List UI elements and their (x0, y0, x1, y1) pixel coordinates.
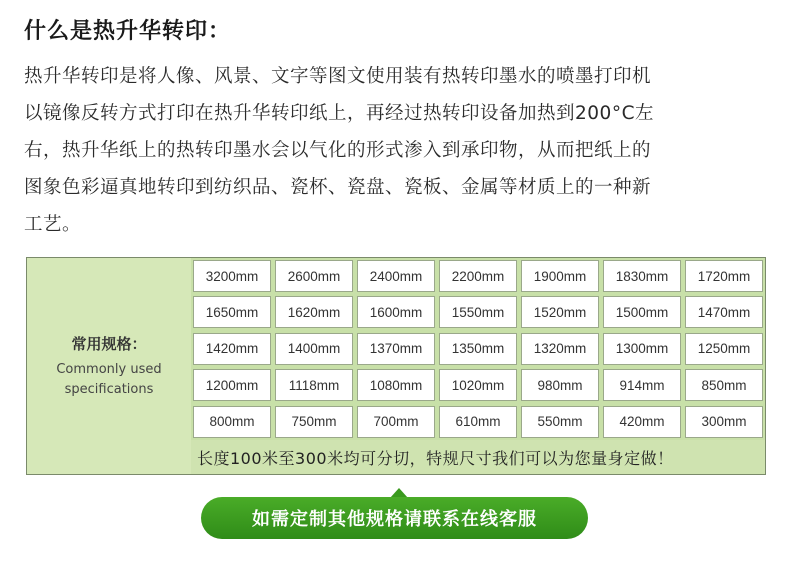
size-cell: 1080mm (357, 369, 435, 401)
size-cell: 1320mm (521, 333, 599, 365)
spec-table (26, 257, 766, 475)
size-cell: 1900mm (521, 260, 599, 292)
page-title: 什么是热升华转印： (24, 19, 232, 44)
size-cell: 1118mm (275, 369, 353, 401)
intro-line: 以镜像反转方式打印在热升华转印纸上，再经过热转印设备加热到200°C左 (24, 103, 654, 124)
size-cell: 1420mm (193, 333, 271, 365)
size-cell: 1470mm (685, 296, 763, 328)
size-cell: 1350mm (439, 333, 517, 365)
size-cell: 1550mm (439, 296, 517, 328)
size-cell: 2200mm (439, 260, 517, 292)
size-cell: 1020mm (439, 369, 517, 401)
size-cell: 700mm (357, 406, 435, 438)
table-row (191, 331, 765, 367)
size-cell: 1520mm (521, 296, 599, 328)
size-cell: 420mm (603, 406, 681, 438)
spec-grid (191, 258, 765, 440)
intro-line: 图象色彩逼真地转印到纺织品、瓷杯、瓷盘、瓷板、金属等材质上的一种新 (24, 177, 652, 198)
size-cell: 1400mm (275, 333, 353, 365)
intro-line: 热升华转印是将人像、风景、文字等图文使用装有热转印墨水的喷墨打印机 (24, 66, 652, 87)
size-cell: 550mm (521, 406, 599, 438)
size-cell: 914mm (603, 369, 681, 401)
intro-line: 右，热升华纸上的热转印墨水会以气化的形式渗入到承印物，从而把纸上的 (24, 140, 652, 161)
spec-label-cn: 常用规格： (71, 334, 147, 353)
table-row (191, 367, 765, 403)
size-cell: 1600mm (357, 296, 435, 328)
size-cell: 2400mm (357, 260, 435, 292)
contact-cta[interactable] (201, 497, 588, 539)
contact-cta-button[interactable]: 如需定制其他规格请联系在线客服 (201, 497, 588, 539)
intro-line: 工艺。 (24, 214, 82, 235)
size-cell: 3200mm (193, 260, 271, 292)
size-cell: 800mm (193, 406, 271, 438)
size-cell: 750mm (275, 406, 353, 438)
size-cell: 1620mm (275, 296, 353, 328)
size-cell: 1300mm (603, 333, 681, 365)
size-cell: 1650mm (193, 296, 271, 328)
size-cell: 1250mm (685, 333, 763, 365)
size-cell: 2600mm (275, 260, 353, 292)
size-cell: 1720mm (685, 260, 763, 292)
size-cell: 980mm (521, 369, 599, 401)
table-row (191, 258, 765, 294)
size-cell: 1500mm (603, 296, 681, 328)
size-cell: 1830mm (603, 260, 681, 292)
table-row (191, 294, 765, 330)
spec-label-en (56, 360, 161, 400)
spec-label-en-line: Commonly used (56, 361, 162, 377)
spec-label-en-line: specifications (64, 381, 154, 397)
spec-label-cell (27, 258, 191, 474)
intro-paragraph (24, 58, 769, 243)
size-cell: 610mm (439, 406, 517, 438)
size-cell: 1200mm (193, 369, 271, 401)
size-cell: 300mm (685, 406, 763, 438)
size-cell: 1370mm (357, 333, 435, 365)
table-row (191, 404, 765, 440)
size-cell: 850mm (685, 369, 763, 401)
spec-note: 长度100米至300米均可分切，特规尺寸我们可以为您量身定做！ (191, 440, 765, 474)
